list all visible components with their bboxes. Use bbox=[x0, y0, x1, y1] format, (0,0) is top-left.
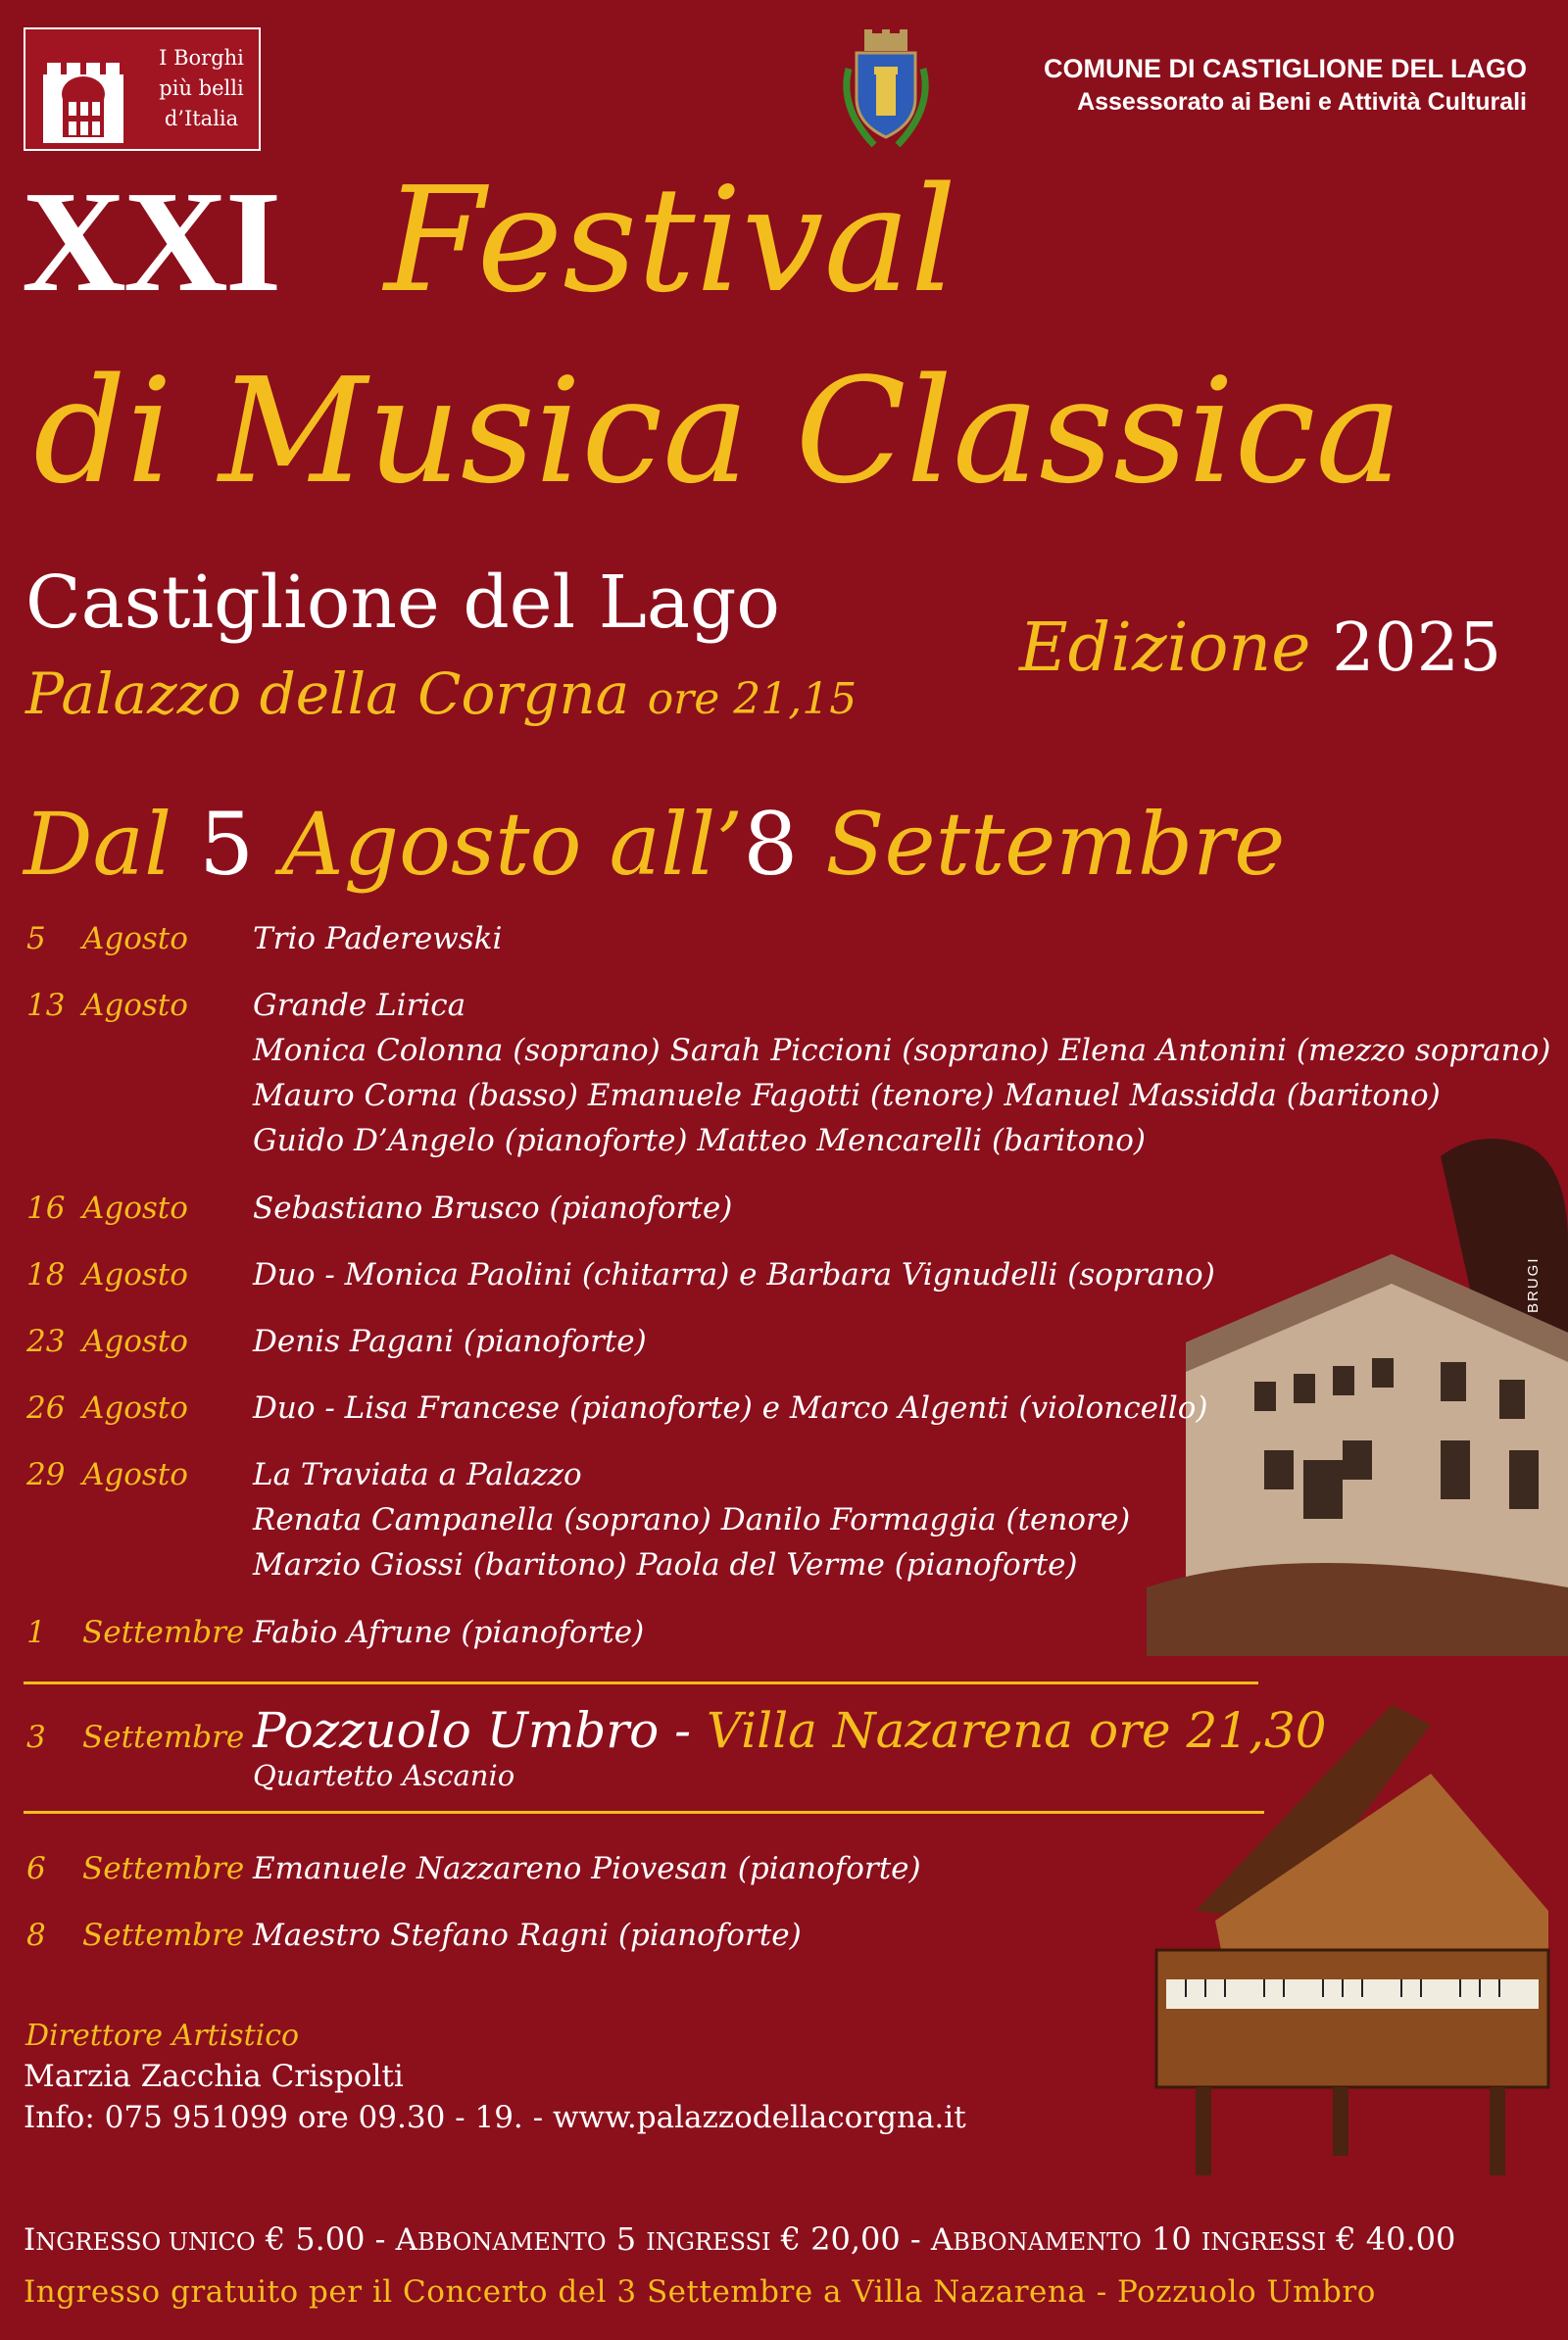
row-line: Trio Paderewski bbox=[253, 921, 503, 956]
row-month: Agosto bbox=[82, 988, 188, 1023]
price-3-initial: A bbox=[930, 2222, 954, 2258]
assessorato: Assessorato ai Beni e Attività Culturali bbox=[1077, 88, 1527, 116]
divider-top bbox=[24, 1682, 1258, 1684]
price-3-label2: INGRESSI bbox=[1200, 2228, 1327, 2256]
price-2-label2: INGRESSI bbox=[646, 2228, 771, 2256]
row-line: Duo - Monica Paolini (chitarra) e Barbara Vignudelli (soprano) bbox=[253, 1257, 1215, 1292]
logo-line-2: più belli bbox=[159, 76, 244, 100]
edition-numeral: XXI bbox=[22, 162, 279, 322]
row-month: Agosto bbox=[82, 1257, 188, 1292]
castle-icon bbox=[33, 33, 141, 151]
palazzo-illustration bbox=[1147, 1127, 1568, 1656]
title-festival: Festival bbox=[384, 156, 957, 324]
row-day: 13 bbox=[26, 988, 66, 1023]
divider-bottom bbox=[24, 1811, 1264, 1814]
row-month: Settembre bbox=[82, 1615, 245, 1650]
special-venue: Villa Nazarena ore 21,30 bbox=[706, 1702, 1327, 1759]
price-2-initial: A bbox=[395, 2222, 418, 2258]
venue-line bbox=[25, 658, 857, 735]
row-month: Agosto bbox=[82, 1457, 188, 1492]
price-3-label: BBONAMENTO bbox=[953, 2228, 1142, 2256]
date-from-num: 5 bbox=[199, 794, 255, 895]
row-line: Grande Lirica bbox=[253, 988, 466, 1023]
row-day: 18 bbox=[26, 1257, 66, 1292]
venue-time: ore 21,15 bbox=[647, 674, 858, 724]
row-line: Mauro Corna (basso) Emanuele Fagotti (tenore) Manuel Massidda (baritono) bbox=[253, 1078, 1441, 1113]
row-day: 5 bbox=[26, 921, 46, 956]
row-line: La Traviata a Palazzo bbox=[253, 1457, 582, 1492]
row-line: Emanuele Nazzareno Piovesan (pianoforte) bbox=[253, 1851, 921, 1886]
price-3-count: 10 bbox=[1151, 2220, 1192, 2258]
logo-line-1: I Borghi bbox=[159, 46, 244, 70]
date-to-word: all’ bbox=[609, 794, 744, 895]
borghi-logo-text bbox=[145, 43, 258, 134]
price-3-value: € 40.00 bbox=[1336, 2220, 1456, 2258]
price-2-count: 5 bbox=[615, 2220, 637, 2258]
borghi-logo bbox=[24, 27, 261, 151]
town-name: Castiglione del Lago bbox=[25, 561, 780, 645]
special-month: Settembre bbox=[82, 1720, 245, 1755]
free-entry-note: Ingresso gratuito per il Concerto del 3 Settembre a Villa Nazarena - Pozzuolo Umbro bbox=[24, 2274, 1376, 2310]
date-range bbox=[24, 792, 1285, 898]
price-2-label: BBONAMENTO bbox=[417, 2228, 607, 2256]
edition-label: Edizione bbox=[1019, 609, 1311, 687]
row-day: 1 bbox=[26, 1615, 46, 1650]
date-month1: Agosto bbox=[281, 794, 582, 895]
date-from-word: Dal bbox=[24, 794, 172, 895]
row-line: Sebastiano Brusco (pianoforte) bbox=[253, 1191, 733, 1226]
row-month: Agosto bbox=[82, 1324, 188, 1359]
date-to-num: 8 bbox=[743, 794, 799, 895]
price-1-label: NGRESSO UNICO bbox=[35, 2228, 256, 2256]
row-line: Fabio Afrune (pianoforte) bbox=[253, 1615, 645, 1650]
special-day: 3 bbox=[26, 1720, 46, 1755]
row-line: Renata Campanella (soprano) Danilo Formaggia (tenore) bbox=[253, 1502, 1131, 1537]
row-month: Settembre bbox=[82, 1851, 245, 1886]
comune-name: COMUNE DI CASTIGLIONE DEL LAGO bbox=[1043, 54, 1527, 83]
brugi-mark: BRUGI bbox=[1525, 1256, 1542, 1313]
row-line: Maestro Stefano Ragni (pianoforte) bbox=[253, 1918, 802, 1953]
date-month2: Settembre bbox=[825, 794, 1286, 895]
director-name: Marzia Zacchia Crispolti bbox=[24, 2059, 404, 2094]
special-performer: Quartetto Ascanio bbox=[253, 1759, 515, 1792]
price-2-value: € 20,00 - bbox=[780, 2220, 921, 2258]
coat-of-arms-icon bbox=[835, 29, 937, 157]
row-line: Monica Colonna (soprano) Sarah Piccioni (soprano) Elena Antonini (mezzo soprano) bbox=[253, 1033, 1551, 1068]
row-day: 8 bbox=[26, 1918, 46, 1953]
row-line: Guido D’Angelo (pianoforte) Matteo Mencarelli (baritono) bbox=[253, 1123, 1147, 1158]
piano-illustration bbox=[1137, 1685, 1568, 2185]
special-place: Pozzuolo Umbro - bbox=[253, 1702, 692, 1759]
title-musica-classica: di Musica Classica bbox=[33, 347, 1402, 515]
logo-line-3: d’Italia bbox=[164, 107, 239, 130]
venue-name: Palazzo della Corgna bbox=[25, 660, 630, 727]
edition-year: 2025 bbox=[1332, 609, 1502, 687]
comune-header bbox=[976, 51, 1527, 118]
row-day: 6 bbox=[26, 1851, 46, 1886]
price-1-initial: I bbox=[24, 2222, 36, 2258]
row-line: Duo - Lisa Francese (pianoforte) e Marco Algenti (violoncello) bbox=[253, 1390, 1208, 1426]
row-day: 26 bbox=[26, 1390, 66, 1426]
row-day: 16 bbox=[26, 1191, 66, 1226]
row-month: Agosto bbox=[82, 921, 188, 956]
info-line: Info: 075 951099 ore 09.30 - 19. - www.palazzodellacorgna.it bbox=[24, 2100, 966, 2135]
edition-line bbox=[1019, 608, 1501, 690]
director-label: Direttore Artistico bbox=[25, 2019, 300, 2053]
prices-line bbox=[24, 2218, 1455, 2263]
row-line: Marzio Giossi (baritono) Paola del Verme (pianoforte) bbox=[253, 1547, 1078, 1583]
row-line: Denis Pagani (pianoforte) bbox=[253, 1324, 647, 1359]
row-day: 23 bbox=[26, 1324, 66, 1359]
row-day: 29 bbox=[26, 1457, 66, 1492]
price-1-value: € 5.00 - bbox=[265, 2220, 386, 2258]
row-month: Settembre bbox=[82, 1918, 245, 1953]
row-month: Agosto bbox=[82, 1191, 188, 1226]
row-month: Agosto bbox=[82, 1390, 188, 1426]
